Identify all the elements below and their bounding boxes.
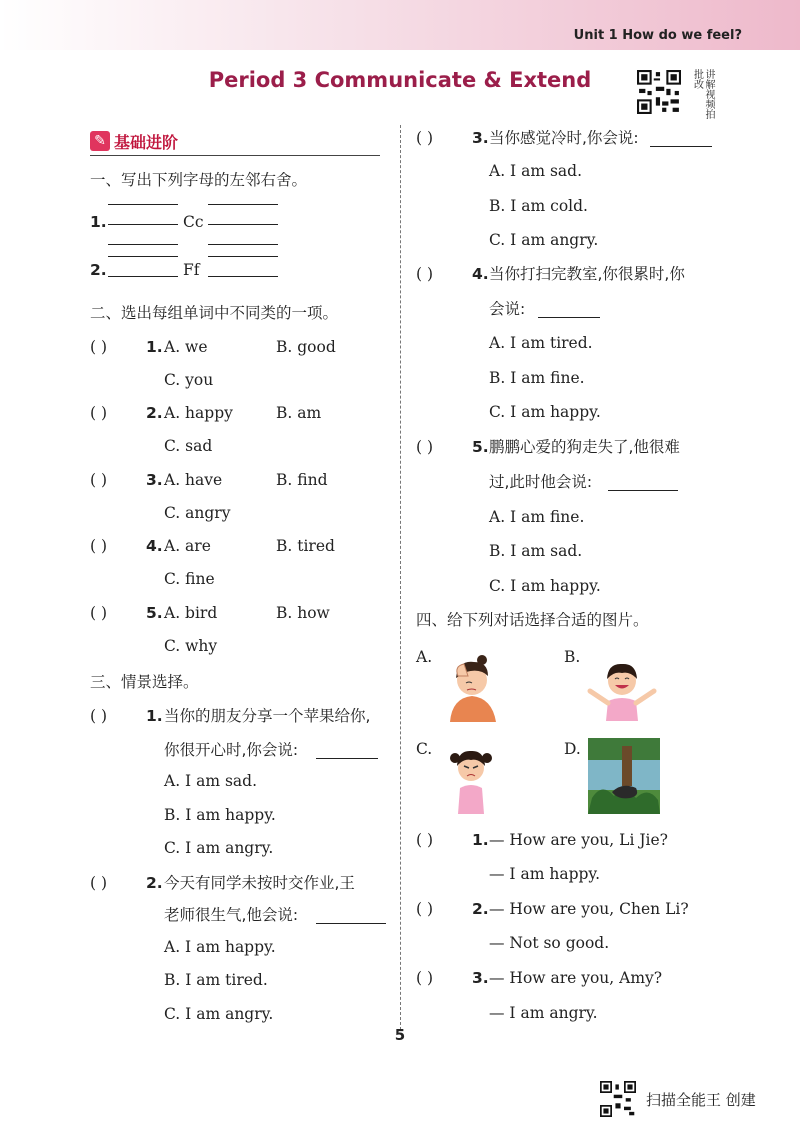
qr-caption: 讲解视频拍批改 xyxy=(691,69,714,119)
answer-parenthesis[interactable]: ( ) xyxy=(90,404,108,422)
option-a: A. I am sad. xyxy=(164,772,258,790)
item-number: 4. xyxy=(472,265,489,283)
blank-line[interactable] xyxy=(108,244,178,245)
option-c: C. I am happy. xyxy=(489,577,601,595)
picture-label-b: B. xyxy=(564,648,581,666)
picture-label-a: A. xyxy=(416,648,433,666)
tired-girl-picture[interactable] xyxy=(438,650,510,722)
option-c: C. I am happy. xyxy=(489,403,601,421)
item-number: 5. xyxy=(472,438,489,456)
unit-header: Unit 1 How do we feel? xyxy=(573,28,742,43)
option-c: C. I am angry. xyxy=(164,839,274,857)
answer-parenthesis[interactable]: ( ) xyxy=(416,900,434,918)
question-text: 当你的朋友分享一个苹果给你, xyxy=(164,707,371,725)
option-b: B. good xyxy=(276,338,336,356)
answer-parenthesis[interactable]: ( ) xyxy=(90,338,108,356)
option-b: B. am xyxy=(276,404,322,422)
item-number: 2. xyxy=(146,874,163,892)
option-a: A. happy xyxy=(164,404,233,422)
option-a: A. bird xyxy=(164,604,218,622)
scanner-qr-icon xyxy=(600,1081,636,1117)
option-b: B. I am fine. xyxy=(489,369,585,387)
blank-line[interactable] xyxy=(108,204,178,205)
dialog-question: — How are you, Chen Li? xyxy=(489,900,689,918)
dialog-answer: — Not so good. xyxy=(489,934,610,952)
dialog-question: — How are you, Li Jie? xyxy=(489,831,668,849)
option-c: C. angry xyxy=(164,504,231,522)
blank-line[interactable] xyxy=(108,224,178,225)
picture-label-d: D. xyxy=(564,740,581,758)
blank-line[interactable] xyxy=(108,276,178,277)
angry-girl-picture[interactable] xyxy=(446,742,496,814)
item-number: 5. xyxy=(146,604,163,622)
lost-dog-scene-picture[interactable] xyxy=(588,738,660,814)
item-number: 1. xyxy=(146,707,163,725)
option-a: A. I am tired. xyxy=(489,334,593,352)
option-c: C. why xyxy=(164,637,218,655)
question-text: 鹏鹏心爱的狗走失了,他很难 xyxy=(489,438,680,456)
option-c: C. I am angry. xyxy=(489,231,599,249)
answer-parenthesis[interactable]: ( ) xyxy=(416,265,434,283)
option-a: A. have xyxy=(164,471,223,489)
option-b: B. how xyxy=(276,604,330,622)
picture-label-c: C. xyxy=(416,740,433,758)
option-b: B. I am happy. xyxy=(164,806,276,824)
option-c: C. sad xyxy=(164,437,213,455)
item-number: 4. xyxy=(146,537,163,555)
answer-parenthesis[interactable]: ( ) xyxy=(416,438,434,456)
blank-line[interactable] xyxy=(208,256,278,257)
page-number: 5 xyxy=(394,1026,406,1044)
question-text: 今天有同学未按时交作业,王 xyxy=(164,874,355,892)
question-text: 老师很生气,他会说: xyxy=(164,906,299,924)
qr-code-icon[interactable] xyxy=(637,70,681,114)
item-number: 2. xyxy=(146,404,163,422)
option-b: B. I am sad. xyxy=(489,542,583,560)
happy-girl-picture[interactable] xyxy=(584,655,660,721)
blank-line[interactable] xyxy=(208,224,278,225)
blank-line[interactable] xyxy=(208,276,278,277)
dialog-answer: — I am angry. xyxy=(489,1004,598,1022)
part2-heading: 二、选出每组单词中不同类的一项。 xyxy=(90,304,339,322)
question-text: 当你打扫完教室,你很累时,你 xyxy=(489,265,685,283)
blank-line[interactable] xyxy=(208,244,278,245)
option-c: C. I am angry. xyxy=(164,1005,274,1023)
answer-parenthesis[interactable]: ( ) xyxy=(90,604,108,622)
item-number: 3. xyxy=(472,969,489,987)
option-a: A. we xyxy=(164,338,208,356)
part4-heading: 四、给下列对话选择合适的图片。 xyxy=(416,611,649,629)
blank-line[interactable] xyxy=(608,490,678,491)
pencil-icon: ✎ xyxy=(90,131,110,151)
answer-parenthesis[interactable]: ( ) xyxy=(416,831,434,849)
page-title: Period 3 Communicate & Extend xyxy=(208,68,592,92)
dialog-answer: — I am happy. xyxy=(489,865,601,883)
item-number: 3. xyxy=(146,471,163,489)
item-number: 2. xyxy=(90,261,107,279)
dialog-question: — How are you, Amy? xyxy=(489,969,663,987)
item-number: 2. xyxy=(472,900,489,918)
part1-heading: 一、写出下列字母的左邻右舍。 xyxy=(90,171,308,189)
blank-line[interactable] xyxy=(538,317,600,318)
section-tag: 基础进阶 xyxy=(114,133,179,152)
option-a: A. I am fine. xyxy=(489,508,585,526)
option-a: A. I am sad. xyxy=(489,162,583,180)
question-text: 会说: xyxy=(489,300,526,318)
scanner-watermark: 扫描全能王 创建 xyxy=(646,1091,756,1109)
blank-line[interactable] xyxy=(650,146,712,147)
letter-pair: Ff xyxy=(183,261,200,279)
part3-heading: 三、情景选择。 xyxy=(90,673,199,691)
column-divider xyxy=(400,125,401,1030)
blank-line[interactable] xyxy=(316,923,386,924)
option-c: C. you xyxy=(164,371,214,389)
question-text: 当你感觉冷时,你会说: xyxy=(489,129,639,147)
answer-parenthesis[interactable]: ( ) xyxy=(90,874,108,892)
answer-parenthesis[interactable]: ( ) xyxy=(416,969,434,987)
answer-parenthesis[interactable]: ( ) xyxy=(416,129,434,147)
option-b: B. tired xyxy=(276,537,335,555)
item-number: 1. xyxy=(90,213,107,231)
option-c: C. fine xyxy=(164,570,215,588)
item-number: 1. xyxy=(472,831,489,849)
question-text: 你很开心时,你会说: xyxy=(164,741,299,759)
blank-line[interactable] xyxy=(208,204,278,205)
answer-parenthesis[interactable]: ( ) xyxy=(90,707,108,725)
option-b: B. I am tired. xyxy=(164,971,268,989)
option-a: A. are xyxy=(164,537,211,555)
option-b: B. I am cold. xyxy=(489,197,588,215)
blank-line[interactable] xyxy=(108,256,178,257)
item-number: 3. xyxy=(472,129,489,147)
answer-parenthesis[interactable]: ( ) xyxy=(90,537,108,555)
letter-pair: Cc xyxy=(183,213,204,231)
option-b: B. find xyxy=(276,471,328,489)
answer-parenthesis[interactable]: ( ) xyxy=(90,471,108,489)
item-number: 1. xyxy=(146,338,163,356)
option-a: A. I am happy. xyxy=(164,938,276,956)
question-text: 过,此时他会说: xyxy=(489,473,593,491)
blank-line[interactable] xyxy=(316,758,378,759)
